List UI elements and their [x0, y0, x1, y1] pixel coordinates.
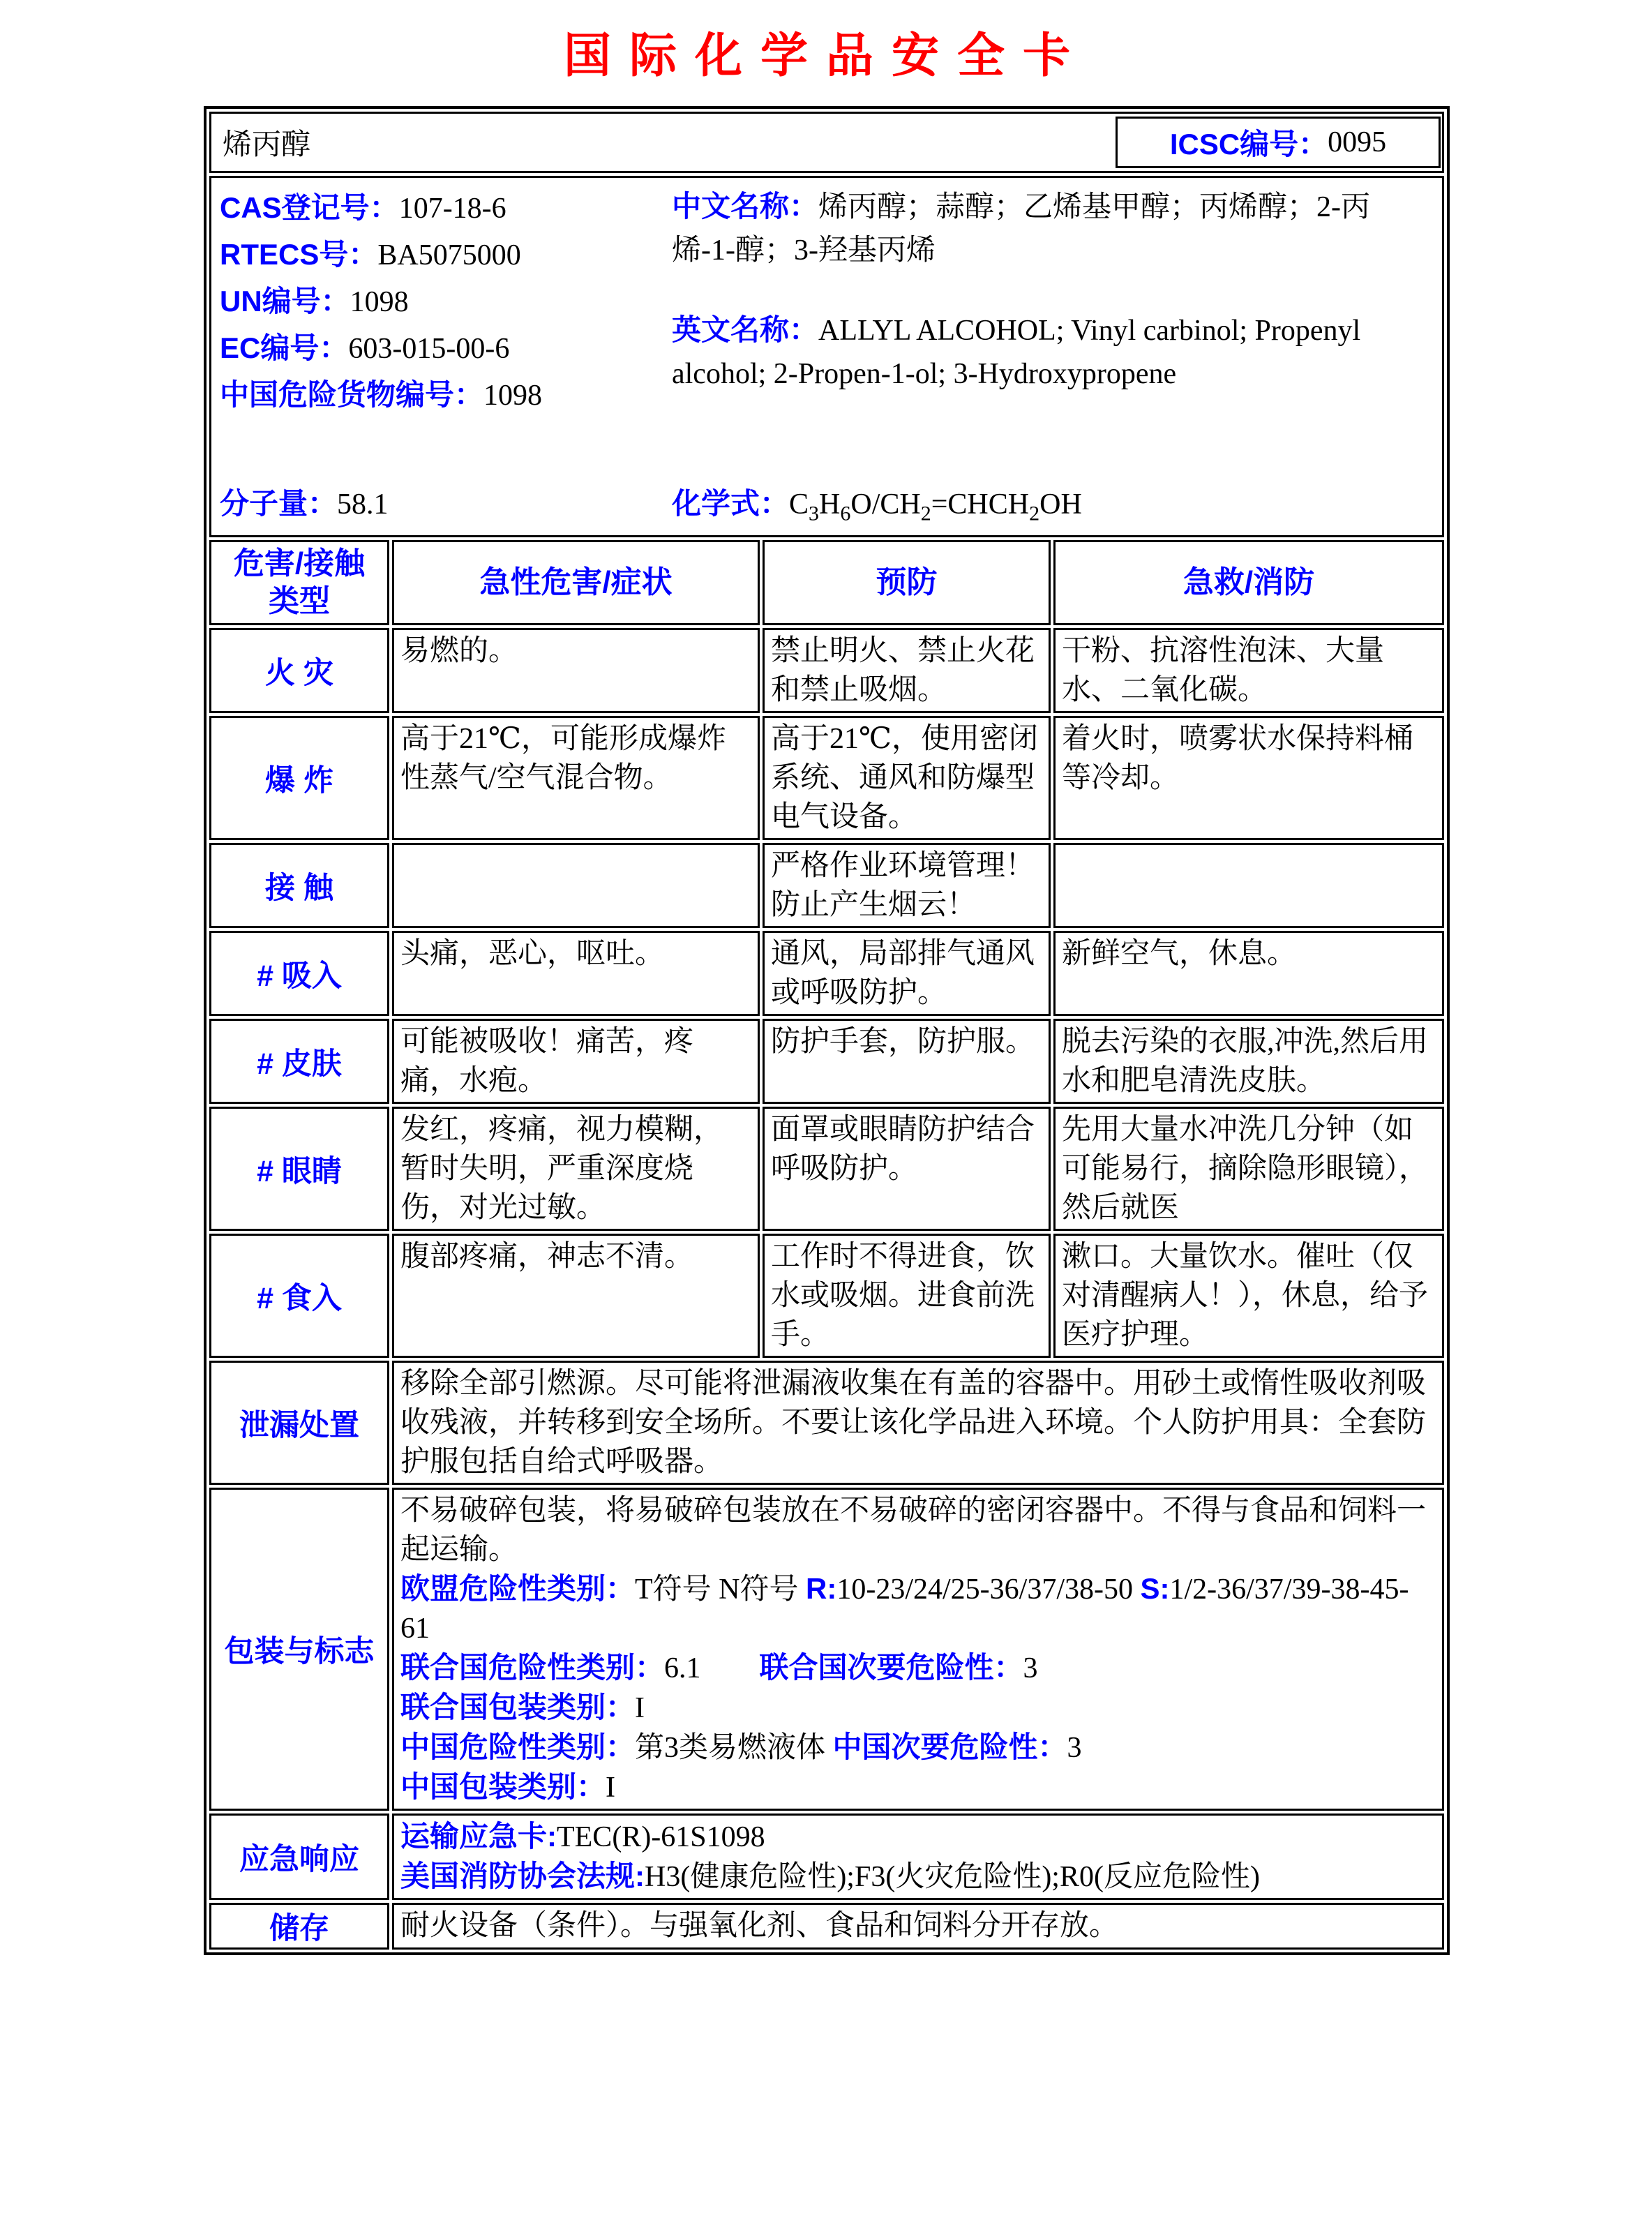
section-storage — [209, 1903, 1444, 1950]
section-packaging — [209, 1488, 1444, 1811]
hazard-row-fire — [209, 628, 1444, 713]
icsc-label: ICSC编号： — [1169, 128, 1328, 160]
response-cell: 干粉、抗溶性泡沫、大量水、二氧化碳。 — [1053, 628, 1444, 713]
chinese-names: 中文名称：烯丙醇；蒜醇；乙烯基甲醇；丙烯醇；2-丙烯-1-醇；3-羟基丙烯 — [672, 190, 1371, 267]
hazard-type: 爆 炸 — [209, 716, 389, 840]
hazard-type: # 吸入 — [209, 931, 389, 1016]
prevention-cell: 工作时不得进食，饮水或吸烟。进食前洗手。 — [763, 1234, 1051, 1358]
hazard-type: # 眼睛 — [209, 1107, 389, 1231]
symptoms-cell: 易燃的。 — [392, 628, 760, 713]
prevention-cell: 面罩或眼睛防护结合呼吸防护。 — [763, 1107, 1051, 1231]
section-spillage — [209, 1361, 1444, 1485]
hazard-row-exposure — [209, 843, 1444, 928]
hazard-row-eyes — [209, 1107, 1444, 1231]
section-label: 应急响应 — [209, 1814, 389, 1900]
symptoms-cell: 可能被吸收！痛苦，疼痛，水疱。 — [392, 1019, 760, 1104]
chemical-names — [672, 185, 1442, 481]
icsc-value: 0095 — [1328, 126, 1387, 158]
prevention-cell: 通风，局部排气通风或呼吸防护。 — [763, 931, 1051, 1016]
hazard-type: # 皮肤 — [209, 1019, 389, 1104]
header-prevention: 预防 — [763, 540, 1051, 625]
hazard-type: 火 灾 — [209, 628, 389, 713]
name-row — [209, 112, 1444, 173]
chemical-formula: 化学式：$C_3H_6O/CH_2=CHCH_2OH$ — [672, 486, 1082, 525]
response-cell: 着火时，喷雾状水保持料桶等冷却。 — [1053, 716, 1444, 840]
header-response: 急救/消防 — [1053, 540, 1444, 625]
section-content: 移除全部引燃源。尽可能将泄漏液收集在有盖的容器中。用砂土或惰性吸收剂吸收残液，并转移到安全场所。不要让该化学品进入环境。个人防护用具：全套防护服包括自给式呼吸器。 — [392, 1361, 1444, 1485]
hazard-row-explosion — [209, 716, 1444, 840]
identifier-rtecs: RTECS号：BA5075000 — [220, 238, 521, 271]
info-box — [209, 176, 1444, 537]
response-cell: 先用大量水冲洗几分钟（如可能易行，摘除隐形眼镜），然后就医 — [1053, 1107, 1444, 1231]
safety-card — [204, 106, 1450, 1955]
section-label: 储存 — [209, 1903, 389, 1950]
hazard-row-inhalation — [209, 931, 1444, 1016]
section-content: 不易破碎包装，将易破碎包装放在不易破碎的密闭容器中。不得与食品和饲料一起运输。 欧盟危险性类别：T符号 N符号 R:10-23/24/25-36/37/38-50 S:1/2-36/37/39-38-45-61 联合国危险性类别：6.1 联合国次要危险性：3 联合国包装类别：I 中国危险性类别：第3类易燃液体 中国次要危险性：3 中国包装类别：I — [392, 1488, 1444, 1811]
response-cell: 漱口。大量饮水。催吐（仅对清醒病人！），休息，给予医疗护理。 — [1053, 1234, 1444, 1358]
symptoms-cell: 发红，疼痛，视力模糊，暂时失明，严重深度烧伤，对光过敏。 — [392, 1107, 760, 1231]
response-cell: 新鲜空气，休息。 — [1053, 931, 1444, 1016]
response-cell — [1053, 843, 1444, 928]
header-symptoms: 急性危害/症状 — [392, 540, 760, 625]
english-names: 英文名称：ALLYL ALCOHOL; Vinyl carbinol; Propenyl alcohol; 2-Propen-1-ol; 3-Hydroxypropene — [672, 313, 1361, 390]
response-cell: 脱去污染的衣服,冲洗,然后用水和肥皂清洗皮肤。 — [1053, 1019, 1444, 1104]
molecular-weight: 分子量：58.1 — [220, 486, 389, 521]
symptoms-cell — [392, 843, 760, 928]
symptoms-cell: 腹部疼痛，神志不清。 — [392, 1234, 760, 1358]
hazard-row-skin — [209, 1019, 1444, 1104]
prevention-cell: 高于21℃，使用密闭系统、通风和防爆型电气设备。 — [763, 716, 1051, 840]
identifier-cas: CAS登记号：107-18-6 — [220, 191, 506, 225]
hazard-row-ingestion — [209, 1234, 1444, 1358]
icsc-number-box — [1116, 117, 1441, 168]
identifier-un: UN编号：1098 — [220, 285, 409, 318]
prevention-cell: 禁止明火、禁止火花和禁止吸烟。 — [763, 628, 1051, 713]
prevention-cell: 严格作业环境管理！防止产生烟云！ — [763, 843, 1051, 928]
symptoms-cell: 头痛，恶心，呕吐。 — [392, 931, 760, 1016]
page-title: 国际化学品安全卡 — [563, 29, 1088, 82]
hazard-type: # 食入 — [209, 1234, 389, 1358]
hazard-table-header — [209, 540, 1444, 625]
chemical-name: 烯丙醇 — [223, 129, 311, 161]
prevention-cell: 防护手套，防护服。 — [763, 1019, 1051, 1104]
section-emergency-response — [209, 1814, 1444, 1900]
section-label: 包装与标志 — [209, 1488, 389, 1811]
hazard-type: 接 触 — [209, 843, 389, 928]
identifier-china-dg: 中国危险货物编号：1098 — [220, 378, 543, 412]
section-content: 运输应急卡:TEC(R)-61S1098 美国消防协会法规:H3(健康危险性);F3(火灾危险性);R0(反应危险性) — [392, 1814, 1444, 1900]
section-label: 泄漏处置 — [209, 1361, 389, 1485]
symptoms-cell: 高于21℃，可能形成爆炸性蒸气/空气混合物。 — [392, 716, 760, 840]
identifier-ec: EC编号：603-015-00-6 — [220, 331, 510, 365]
identifier-list — [220, 185, 672, 481]
section-content: 耐火设备（条件）。与强氧化剂、食品和饲料分开存放。 — [392, 1903, 1444, 1950]
header-hazard-type: 危害/接触 类型 — [209, 540, 389, 625]
